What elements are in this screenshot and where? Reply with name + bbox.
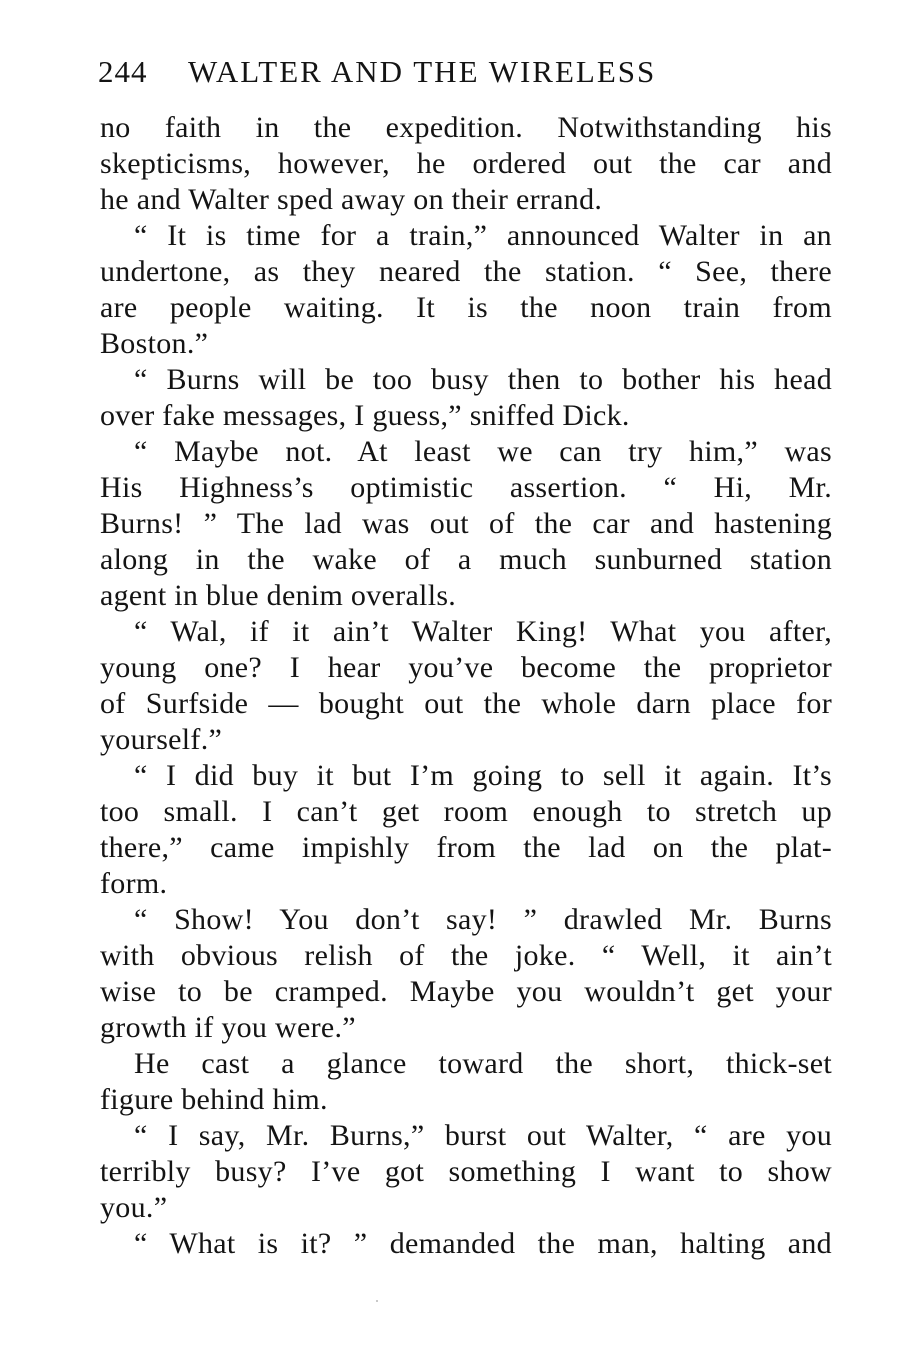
text-line: Burns! ” The lad was out of the car and hastening bbox=[100, 507, 832, 540]
text-line: he and Walter sped away on their errand. bbox=[100, 183, 603, 216]
text-line: skepticisms, however, he ordered out the car and bbox=[100, 147, 832, 180]
text-line: too small. I can’t get room enough to stretch up bbox=[100, 795, 832, 828]
body-text bbox=[100, 110, 832, 1262]
text-line: His Highness’s optimistic assertion. “ Hi, Mr. bbox=[100, 471, 832, 504]
text-line: you.” bbox=[100, 1191, 168, 1224]
text-line: with obvious relish of the joke. “ Well, it ain’t bbox=[100, 939, 832, 972]
text-line: are people waiting. It is the noon train from bbox=[100, 291, 832, 324]
text-line: figure behind him. bbox=[100, 1083, 328, 1116]
text-line: growth if you were.” bbox=[100, 1011, 356, 1044]
text-line: “ Maybe not. At least we can try him,” was bbox=[134, 435, 832, 468]
text-line: He cast a glance toward the short, thick-set bbox=[134, 1047, 832, 1080]
text-line: of Surfside — bought out the whole darn place for bbox=[100, 687, 832, 720]
text-line: over fake messages, I guess,” sniffed Dick. bbox=[100, 399, 630, 432]
text-line: “ It is time for a train,” announced Walter in an bbox=[134, 219, 832, 252]
text-line: agent in blue denim overalls. bbox=[100, 579, 457, 612]
text-line: “ What is it? ” demanded the man, halting and bbox=[134, 1227, 832, 1260]
text-line: along in the wake of a much sunburned station bbox=[100, 543, 832, 576]
paper-speck bbox=[376, 1300, 378, 1302]
text-line: “ I say, Mr. Burns,” burst out Walter, “ are you bbox=[134, 1119, 832, 1152]
text-line: form. bbox=[100, 867, 168, 900]
text-line: “ Burns will be too busy then to bother his head bbox=[134, 363, 832, 396]
text-line: there,” came impishly from the lad on the plat- bbox=[100, 831, 832, 864]
text-line: “ I did buy it but I’m going to sell it again. It’s bbox=[134, 759, 832, 792]
text-line: wise to be cramped. Maybe you wouldn’t get your bbox=[100, 975, 832, 1008]
text-line: undertone, as they neared the station. “ See, there bbox=[100, 255, 832, 288]
text-line: Boston.” bbox=[100, 327, 209, 360]
text-line: young one? I hear you’ve become the proprietor bbox=[100, 651, 832, 684]
running-head bbox=[98, 50, 838, 94]
text-line: yourself.” bbox=[100, 723, 223, 756]
text-line: terribly busy? I’ve got something I want to show bbox=[100, 1155, 832, 1188]
page-number: 244 bbox=[98, 54, 148, 89]
text-line: no faith in the expedition. Notwithstanding his bbox=[100, 111, 832, 144]
text-line: “ Wal, if it ain’t Walter King! What you after, bbox=[134, 615, 832, 648]
running-title: WALTER AND THE WIRELESS bbox=[188, 54, 657, 89]
text-line: “ Show! You don’t say! ” drawled Mr. Burns bbox=[134, 903, 832, 936]
